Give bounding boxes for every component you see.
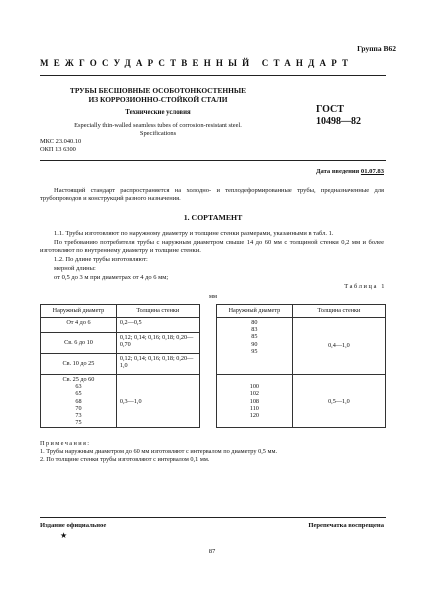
table-notes	[40, 440, 386, 464]
section-heading: 1. СОРТАМЕНТ	[183, 213, 243, 222]
document-title	[60, 86, 256, 104]
title-line-1: ТРУБЫ БЕСШОВНЫЕ ОСОБОТОНКОСТЕННЫЕ	[69, 86, 247, 95]
title-line-2: ИЗ КОРРОЗИОННО-СТОЙКОЙ СТАЛИ	[88, 95, 228, 104]
intro-paragraph: Настоящий стандарт распространяется на холодно- и теплодеформированные трубы, предназначенные для трубопроводов и конструкций разного назначения.	[40, 187, 384, 203]
codes-rule	[40, 160, 386, 161]
paragraph-1-1-b: По требованию потребителя трубы с наружным диаметром свыше 14 до 60 мм с толщиной стенки 0,2 мм и более изготовляют по внутреннему диаметру и толщине стенки.	[40, 239, 384, 255]
paragraph-measured: мерной длины:	[54, 265, 96, 272]
cell-diameter: Св. 6 до 10	[41, 333, 117, 354]
cell-diameter: Св. 25 до 60 63 65 68 70 73 75	[41, 375, 117, 428]
gost-number: 10498—82	[316, 116, 361, 127]
reprint-prohibited-label: Перепечатка воспрещена	[308, 522, 384, 529]
header-wall-thickness-left: Толщина стенки	[116, 305, 199, 318]
header-outer-diameter-right: Наружный диаметр	[216, 305, 292, 318]
official-edition-label: Издание официальное	[40, 522, 107, 529]
notes-heading: Примечания:	[40, 440, 91, 447]
cell-diameter: Св. 10 до 25	[41, 354, 117, 375]
cell-wall: 0,2—0,5	[116, 318, 199, 333]
cell-wall: 0,12; 0,14; 0,16; 0,18; 0,20—0,70	[116, 333, 199, 354]
star-icon: ★	[60, 531, 68, 540]
cell-wall: 0,5—1,0	[292, 375, 385, 428]
paragraph-1-2: 1.2. По длине трубы изготовляют:	[54, 256, 148, 263]
table-gap	[199, 305, 216, 318]
header-rule	[40, 75, 386, 76]
cell-diameter: 100 102 108 110 120	[216, 375, 292, 428]
gost-designation	[316, 104, 361, 128]
document-subtitle: Технические условия	[125, 109, 191, 116]
introduction-date	[316, 168, 384, 175]
standard-banner: МЕЖГОСУДАРСТВЕННЫЙ СТАНДАРТ	[40, 58, 354, 68]
table-unit: мм	[209, 293, 217, 300]
english-title-line-1: Especially thin-walled seamless tubes of corrosion-resistant steel.	[74, 122, 242, 129]
group-code: Группа В62	[357, 44, 396, 53]
page-number: 87	[208, 548, 216, 555]
table-row	[41, 318, 386, 333]
classification-codes	[40, 138, 81, 154]
paragraph-1-1: 1.1. Трубы изготовляют по наружному диаметру и толщине стенки размерами, указанными в табл. 1.	[54, 230, 334, 237]
cell-wall: 0,4—1,0	[292, 318, 385, 375]
note-1: 1. Трубы наружным диаметром до 60 мм изготовляют с интервалом по диаметру 0,5 мм.	[40, 448, 278, 455]
english-title-line-2: Specifications	[139, 130, 177, 138]
date-label: Дата введения	[315, 168, 360, 175]
cell-wall: 0,3—1,0	[116, 375, 199, 428]
header-outer-diameter-left: Наружный диаметр	[41, 305, 117, 318]
date-value: 01.07.83	[360, 168, 384, 175]
mks-code: МКС 23.040.10	[40, 138, 82, 145]
table-gap	[199, 375, 216, 428]
table-row	[41, 375, 386, 428]
footer-rule	[40, 517, 386, 518]
paragraph-length: от 0,5 до 3 м при диаметрах от 4 до 6 мм;	[54, 274, 169, 281]
header-wall-thickness-right: Толщина стенки	[292, 305, 385, 318]
okp-code: ОКП 13 6300	[40, 146, 76, 153]
cell-wall: 0,12; 0,14; 0,16; 0,18; 0,20—1,0	[116, 354, 199, 375]
gost-label: ГОСТ	[316, 104, 344, 115]
table-label: Таблица 1	[344, 283, 386, 290]
table-gap	[199, 318, 216, 375]
cell-diameter: От 4 до 6	[41, 318, 117, 333]
table-header-row	[41, 305, 386, 318]
cell-diameter: 80 83 85 90 95	[216, 318, 292, 375]
english-title	[60, 122, 256, 139]
assortment-table	[40, 304, 386, 428]
note-2: 2. По толщине стенки трубы изготовляют с интервалом 0,1 мм.	[40, 456, 210, 463]
